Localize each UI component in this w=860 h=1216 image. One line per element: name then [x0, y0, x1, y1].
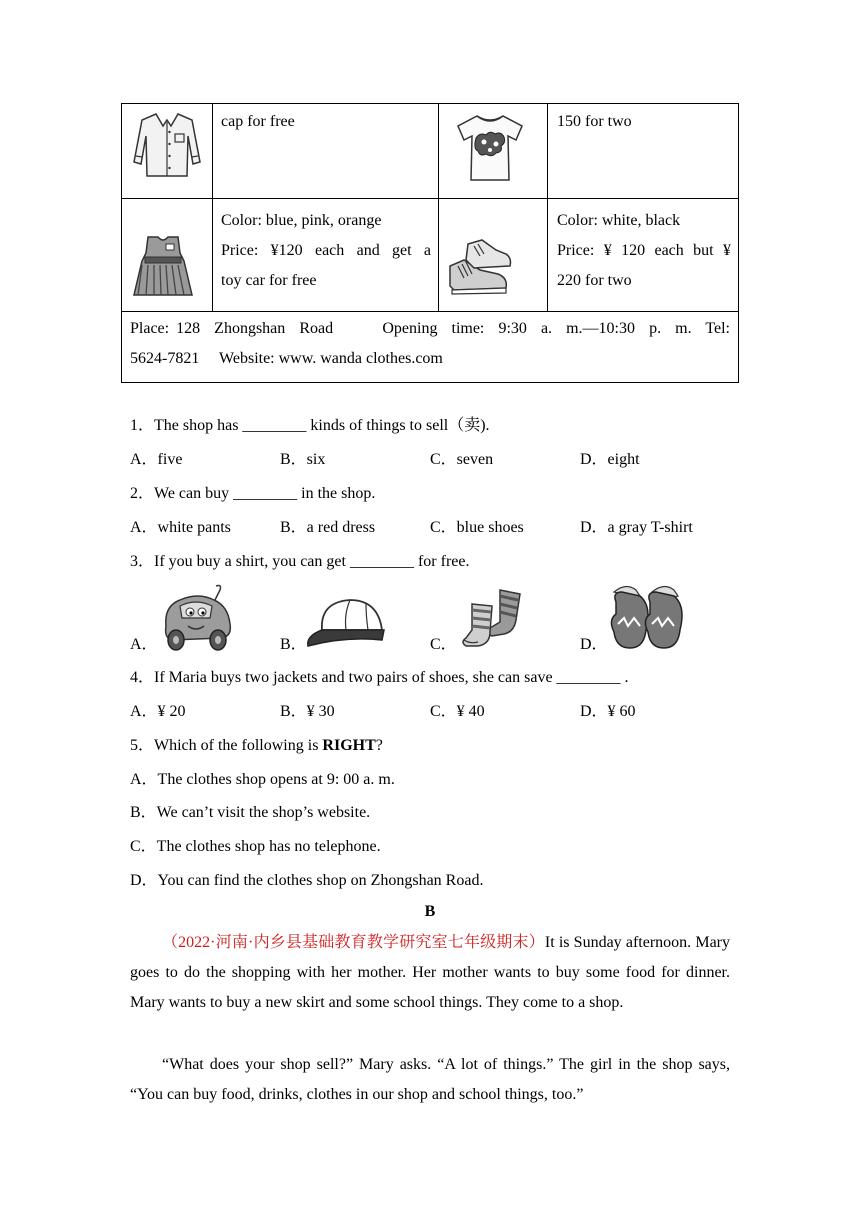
question-2: 2．We can buy ________ in the shop.	[130, 485, 376, 502]
mittens-icon[interactable]	[606, 580, 686, 652]
question-3: 3．If you buy a shirt, you can get ________ for free.	[130, 553, 470, 570]
q2-option-c[interactable]: C．blue shoes	[430, 519, 524, 536]
shirt-offer: cap for free	[221, 113, 295, 130]
shoes-details: Color: white, black Price: ¥ 120 each but ¥ 220 for two	[557, 212, 731, 289]
passage-paragraph: “What does your shop sell?” Mary asks. “A lot of things.” The girl in the shop says, “You can buy food, drinks, clothes in our shop and school things, too.”	[130, 1056, 730, 1103]
toy-car-icon[interactable]	[158, 584, 238, 652]
dress-icon	[128, 235, 198, 299]
question-1: 1．The shop has ________ kinds of things to sell（卖).	[130, 417, 490, 434]
passage-source: （2022·河南·内乡县基础教育教学研究室七年级期末）	[162, 934, 545, 951]
q3-option-d[interactable]: D．	[580, 636, 608, 653]
product-table	[121, 103, 739, 383]
q1-option-c[interactable]: C．seven	[430, 451, 494, 468]
table-divider	[438, 104, 439, 311]
shoes-icon	[444, 236, 512, 296]
q4-option-c[interactable]: C．¥ 40	[430, 703, 485, 720]
shop-info: Place: 128 Zhongshan Road Opening time: 9:30 a. m.—10:30 p. m. Tel: 5624-7821 Website: www. wanda clothes.com	[130, 320, 730, 367]
q1-option-a[interactable]: A．five	[130, 451, 183, 468]
table-divider	[212, 104, 213, 311]
q3-option-a[interactable]: A．	[130, 636, 158, 653]
socks-icon[interactable]	[460, 586, 526, 648]
question-4: 4．If Maria buys two jackets and two pairs of shoes, she can save ________ .	[130, 669, 629, 686]
cap-icon[interactable]	[306, 596, 386, 650]
section-heading: B	[424, 903, 436, 920]
table-divider	[122, 311, 738, 312]
table-divider	[547, 104, 548, 311]
t-shirt-offer: 150 for two	[557, 113, 632, 130]
q5-option-d[interactable]: D．You can find the clothes shop on Zhongshan Road.	[130, 872, 484, 889]
shirt-icon	[130, 110, 204, 180]
q4-option-d[interactable]: D．¥ 60	[580, 703, 636, 720]
dress-details: Color: blue, pink, orange Price: ¥120 each and get a toy car for free	[221, 212, 431, 289]
q3-option-c[interactable]: C．	[430, 636, 457, 653]
q2-option-a[interactable]: A．white pants	[130, 519, 231, 536]
question-5: 5．Which of the following is RIGHT?	[130, 737, 383, 754]
q2-option-b[interactable]: B．a red dress	[280, 519, 376, 536]
q5-option-c[interactable]: C．The clothes shop has no telephone.	[130, 838, 381, 855]
passage-paragraph: （2022·河南·内乡县基础教育教学研究室七年级期末）It is Sunday afternoon. Mary goes to do the shopping with her mother. Her mother wants to buy some food for dinner. Mary wants to buy a new skirt and some school things. They come to a shop.	[130, 934, 730, 1011]
q4-option-a[interactable]: A．¥ 20	[130, 703, 186, 720]
q5-option-b[interactable]: B．We can’t visit the shop’s website.	[130, 804, 371, 821]
table-divider	[122, 198, 738, 199]
q3-option-b[interactable]: B．	[280, 636, 307, 653]
q4-option-b[interactable]: B．¥ 30	[280, 703, 335, 720]
t-shirt-icon	[452, 112, 528, 184]
q2-option-d[interactable]: D．a gray T-shirt	[580, 519, 693, 536]
q1-option-d[interactable]: D．eight	[580, 451, 640, 468]
q5-option-a[interactable]: A．The clothes shop opens at 9: 00 a. m.	[130, 771, 395, 788]
q1-option-b[interactable]: B．six	[280, 451, 326, 468]
